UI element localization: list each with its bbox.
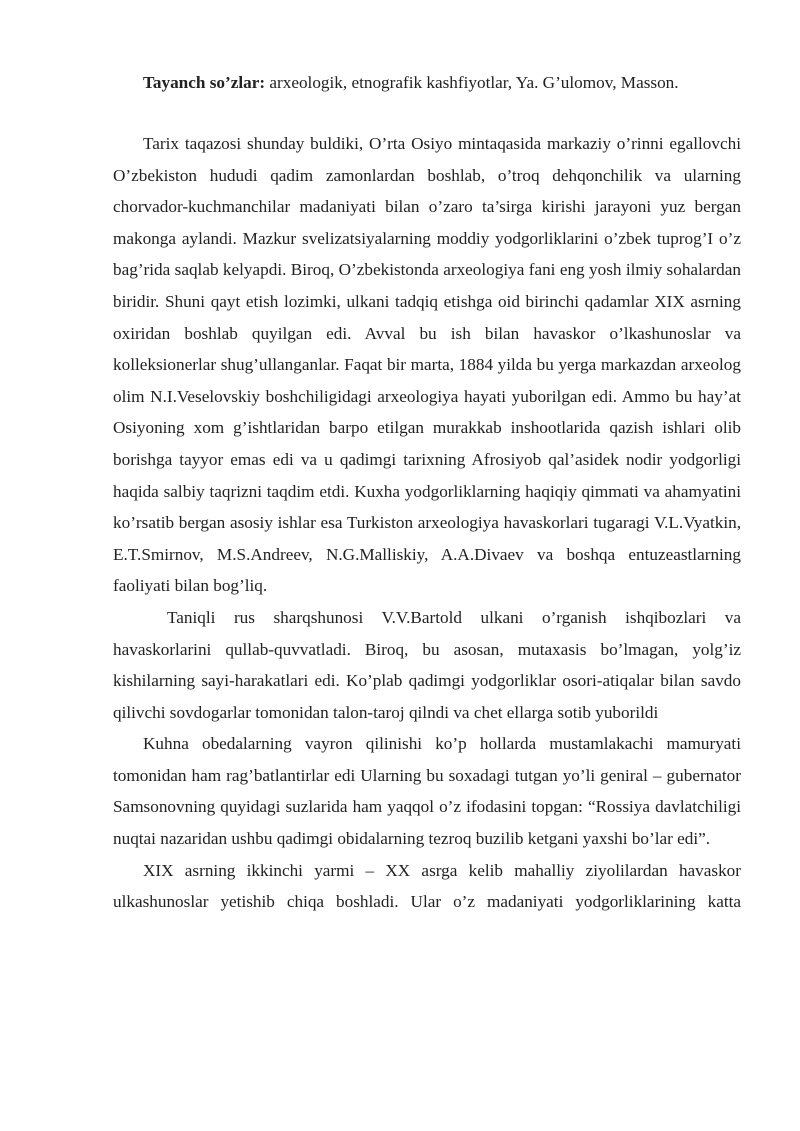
keywords-line — [113, 68, 741, 98]
paragraph-colonial: Kuhna obedalarning vayron qilinishi ko’p hollarda mustamlakachi mamuryati tomonidan ham rag’batlantirlar edi Ularning bu soxadagi tutgan yo’li geniral – gubernator Samsonovning quyidagi suzlarida ham yaqqol o’z ifodasini topgan: “Rossiya davlatchiligi nuqtai nazaridan ushbu qadimgi obidalarning tezroq buzilib ketgani yaxshi bo’lar edi”. — [113, 734, 741, 849]
keywords-label: Tayanch so’zlar: — [143, 73, 266, 92]
document-page — [113, 68, 741, 918]
paragraph-bartold: Taniqli rus sharqshunosi V.V.Bartold ulkani o’rganish ishqibozlari va havaskorlarini qullab-quvvatladi. Biroq, bu asosan, mutaxasis bo’lmagan, yolg’iz kishilarning sayi-harakatlari edi. Ko’plab qadimgi yodgorliklar osori-atiqalar bilan savdo qilivchi sovdogarlar tomonidan talon-taroj qilndi va chet ellarga sotib yuborildi — [113, 607, 741, 722]
keywords-text: arxeologik, etnografik kashfiyotlar, Ya. G’ulomov, Masson. — [265, 73, 679, 92]
paragraph-intro: Tarix taqazosi shunday buldiki, O’rta Osiyo mintaqasida markaziy o’rinni egallovchi O’zbekiston hududi qadim zamonlardan boshlab, o’troq dehqonchilik va ularning chorvador-kuchmanchilar madaniyati bilan o’zaro ta’sirga kirishi jarayoni yuz bergan makonga aylandi. Mazkur svelizatsiyalarning moddiy yodgorliklarini o’zbek tuprog’I o’z bag’rida saqlab kelyapdi. Biroq, O’zbekistonda arxeologiya fani eng yosh ilmiy sohalardan biridir. Shuni qayt etish lozimki, ulkani tadqiq etishga oid birinchi qadamlar XIX asrning oxiridan boshlab quyilgan edi. Avval bu ish bilan havaskor o’lkashunoslar va kolleksionerlar shug’ullanganlar. Faqat bir marta, 1884 yilda bu yerga markazdan arxeolog olim N.I.Veselovskiy boshchiligidagi arxeologiya hayati yuborilgan edi. Ammo bu hay’at Osiyoning xom g’ishtlaridan barpo etilgan murakkab inshootlarida qazish ishlari olib borishga tayyor emas edi va u qadimgi tarixning Afrosiyob qal’asidek nodir yodgorligi haqida salbiy taqrizni taqdim etdi. Kuxha yodgorliklarning haqiqiy qimmati va ahamyatini ko’rsatib bergan asosiy ishlar esa Turkiston arxeologiya havaskorlari tugaragi V.L.Vyatkin, E.T.Smirnov, M.S.Andreev, N.G.Malliskiy, A.A.Divaev va boshqa entuzeastlarning faoliyati bilan bog’liq. — [113, 134, 741, 596]
paragraph-local-scholars: XIX asrning ikkinchi yarmi – XX asrga kelib mahalliy ziyolilardan havaskor ulkashunoslar yetishib chiqa boshladi. Ular o’z madaniyati yodgorliklarining katta — [113, 860, 741, 912]
